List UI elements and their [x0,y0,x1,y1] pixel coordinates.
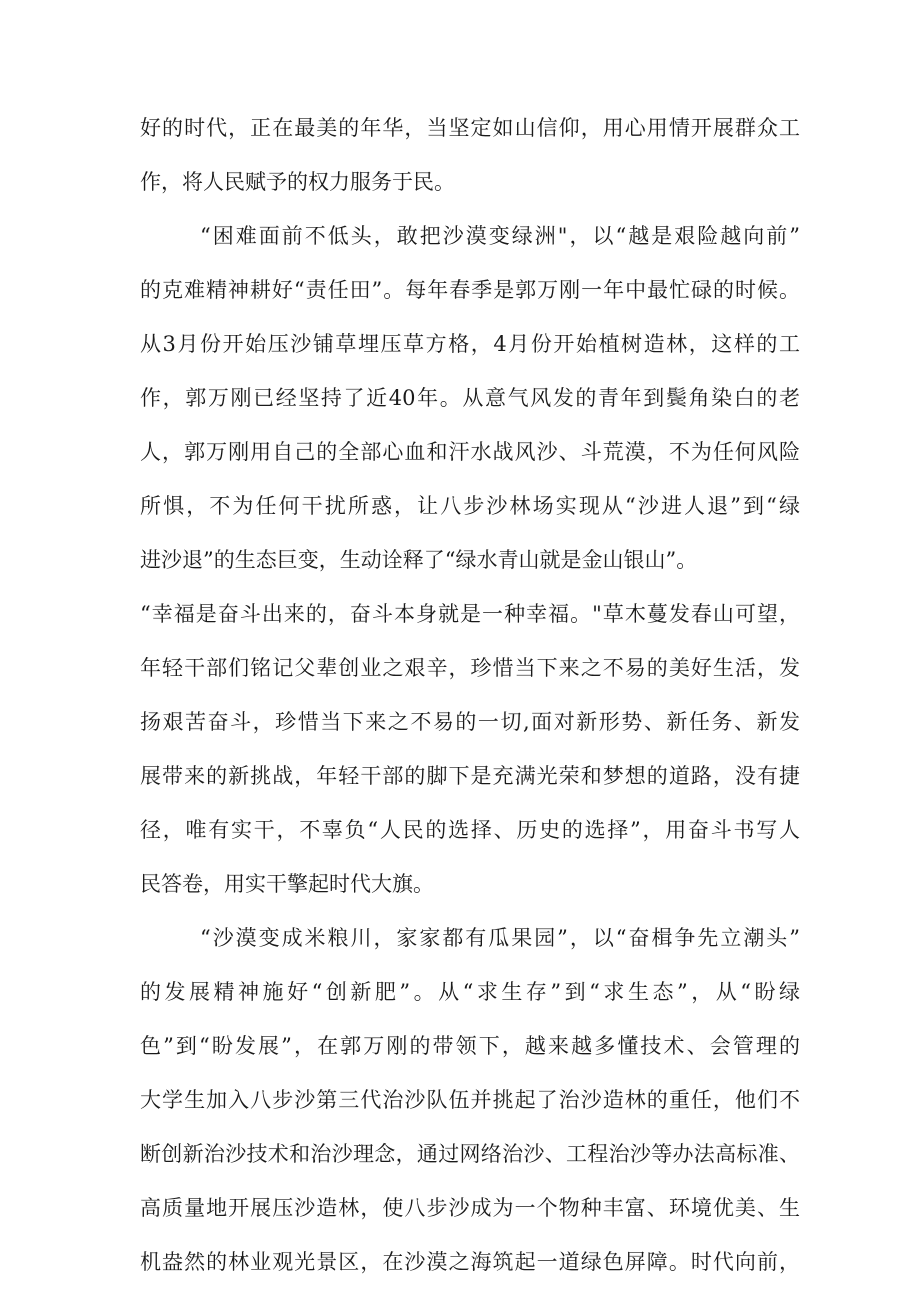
text-line-10: “幸福是奋斗出来的，奋斗本身就是一种幸福。"草木蔓发春山可望， [140,602,800,626]
text-line-19: 大学生加入八步沙第三代治沙队伍并挑起了治沙造林的重任，他们不 [140,1088,800,1112]
text-line-6: 作，郭万刚已经坚持了近40年。从意气风发的青年到鬓角染白的老 [140,386,800,410]
text-line-8: 所惧，不为任何干扰所惑，让八步沙林场实现从“沙进人退”到“绿 [140,494,800,518]
text-line-2: 作，将人民赋予的权力服务于民。 [140,170,455,194]
text-line-4: 的克难精神耕好“责任田”。每年春季是郭万刚一年中最忙碌的时候。 [140,278,800,302]
text-line-15: 民答卷，用实干擎起时代大旗。 [140,872,434,896]
text-line-17: 的发展精神施好“创新肥”。从“求生存”到“求生态”，从“盼绿 [140,980,800,1004]
text-line-5: 从3月份开始压沙铺草埋压草方格，4月份开始植树造林，这样的工 [140,332,800,356]
text-line-20: 断创新治沙技术和治沙理念，通过网络治沙、工程治沙等办法高标准、 [140,1142,800,1166]
text-line-14: 径，唯有实干，不辜负“人民的选择、历史的选择”，用奋斗书写人 [140,818,800,842]
text-line-9: 进沙退”的生态巨变，生动诠释了“绿水青山就是金山银山”。 [140,548,698,572]
text-line-3: “困难面前不低头，敢把沙漠变绿洲"，以“越是艰险越向前” [200,224,800,248]
text-line-22: 机盎然的林业观光景区，在沙漠之海筑起一道绿色屏障。时代向前， [140,1250,800,1274]
text-line-12: 扬艰苦奋斗，珍惜当下来之不易的一切,面对新形势、新任务、新发 [140,710,800,734]
text-line-16: “沙漠变成米粮川，家家都有瓜果园”，以“奋楫争先立潮头” [200,926,800,950]
text-line-18: 色”到“盼发展”，在郭万刚的带领下，越来越多懂技术、会管理的 [140,1034,800,1058]
text-line-21: 高质量地开展压沙造林，使八步沙成为一个物种丰富、环境优美、生 [140,1196,800,1220]
text-line-13: 展带来的新挑战，年轻干部的脚下是充满光荣和梦想的道路，没有捷 [140,764,800,788]
text-line-11: 年轻干部们铭记父辈创业之艰辛，珍惜当下来之不易的美好生活，发 [140,656,800,680]
text-line-7: 人，郭万刚用自己的全部心血和汗水战风沙、斗荒漠，不为任何风险 [140,440,800,464]
text-line-1: 好的时代，正在最美的年华，当坚定如山信仰，用心用情开展群众工 [140,116,800,140]
